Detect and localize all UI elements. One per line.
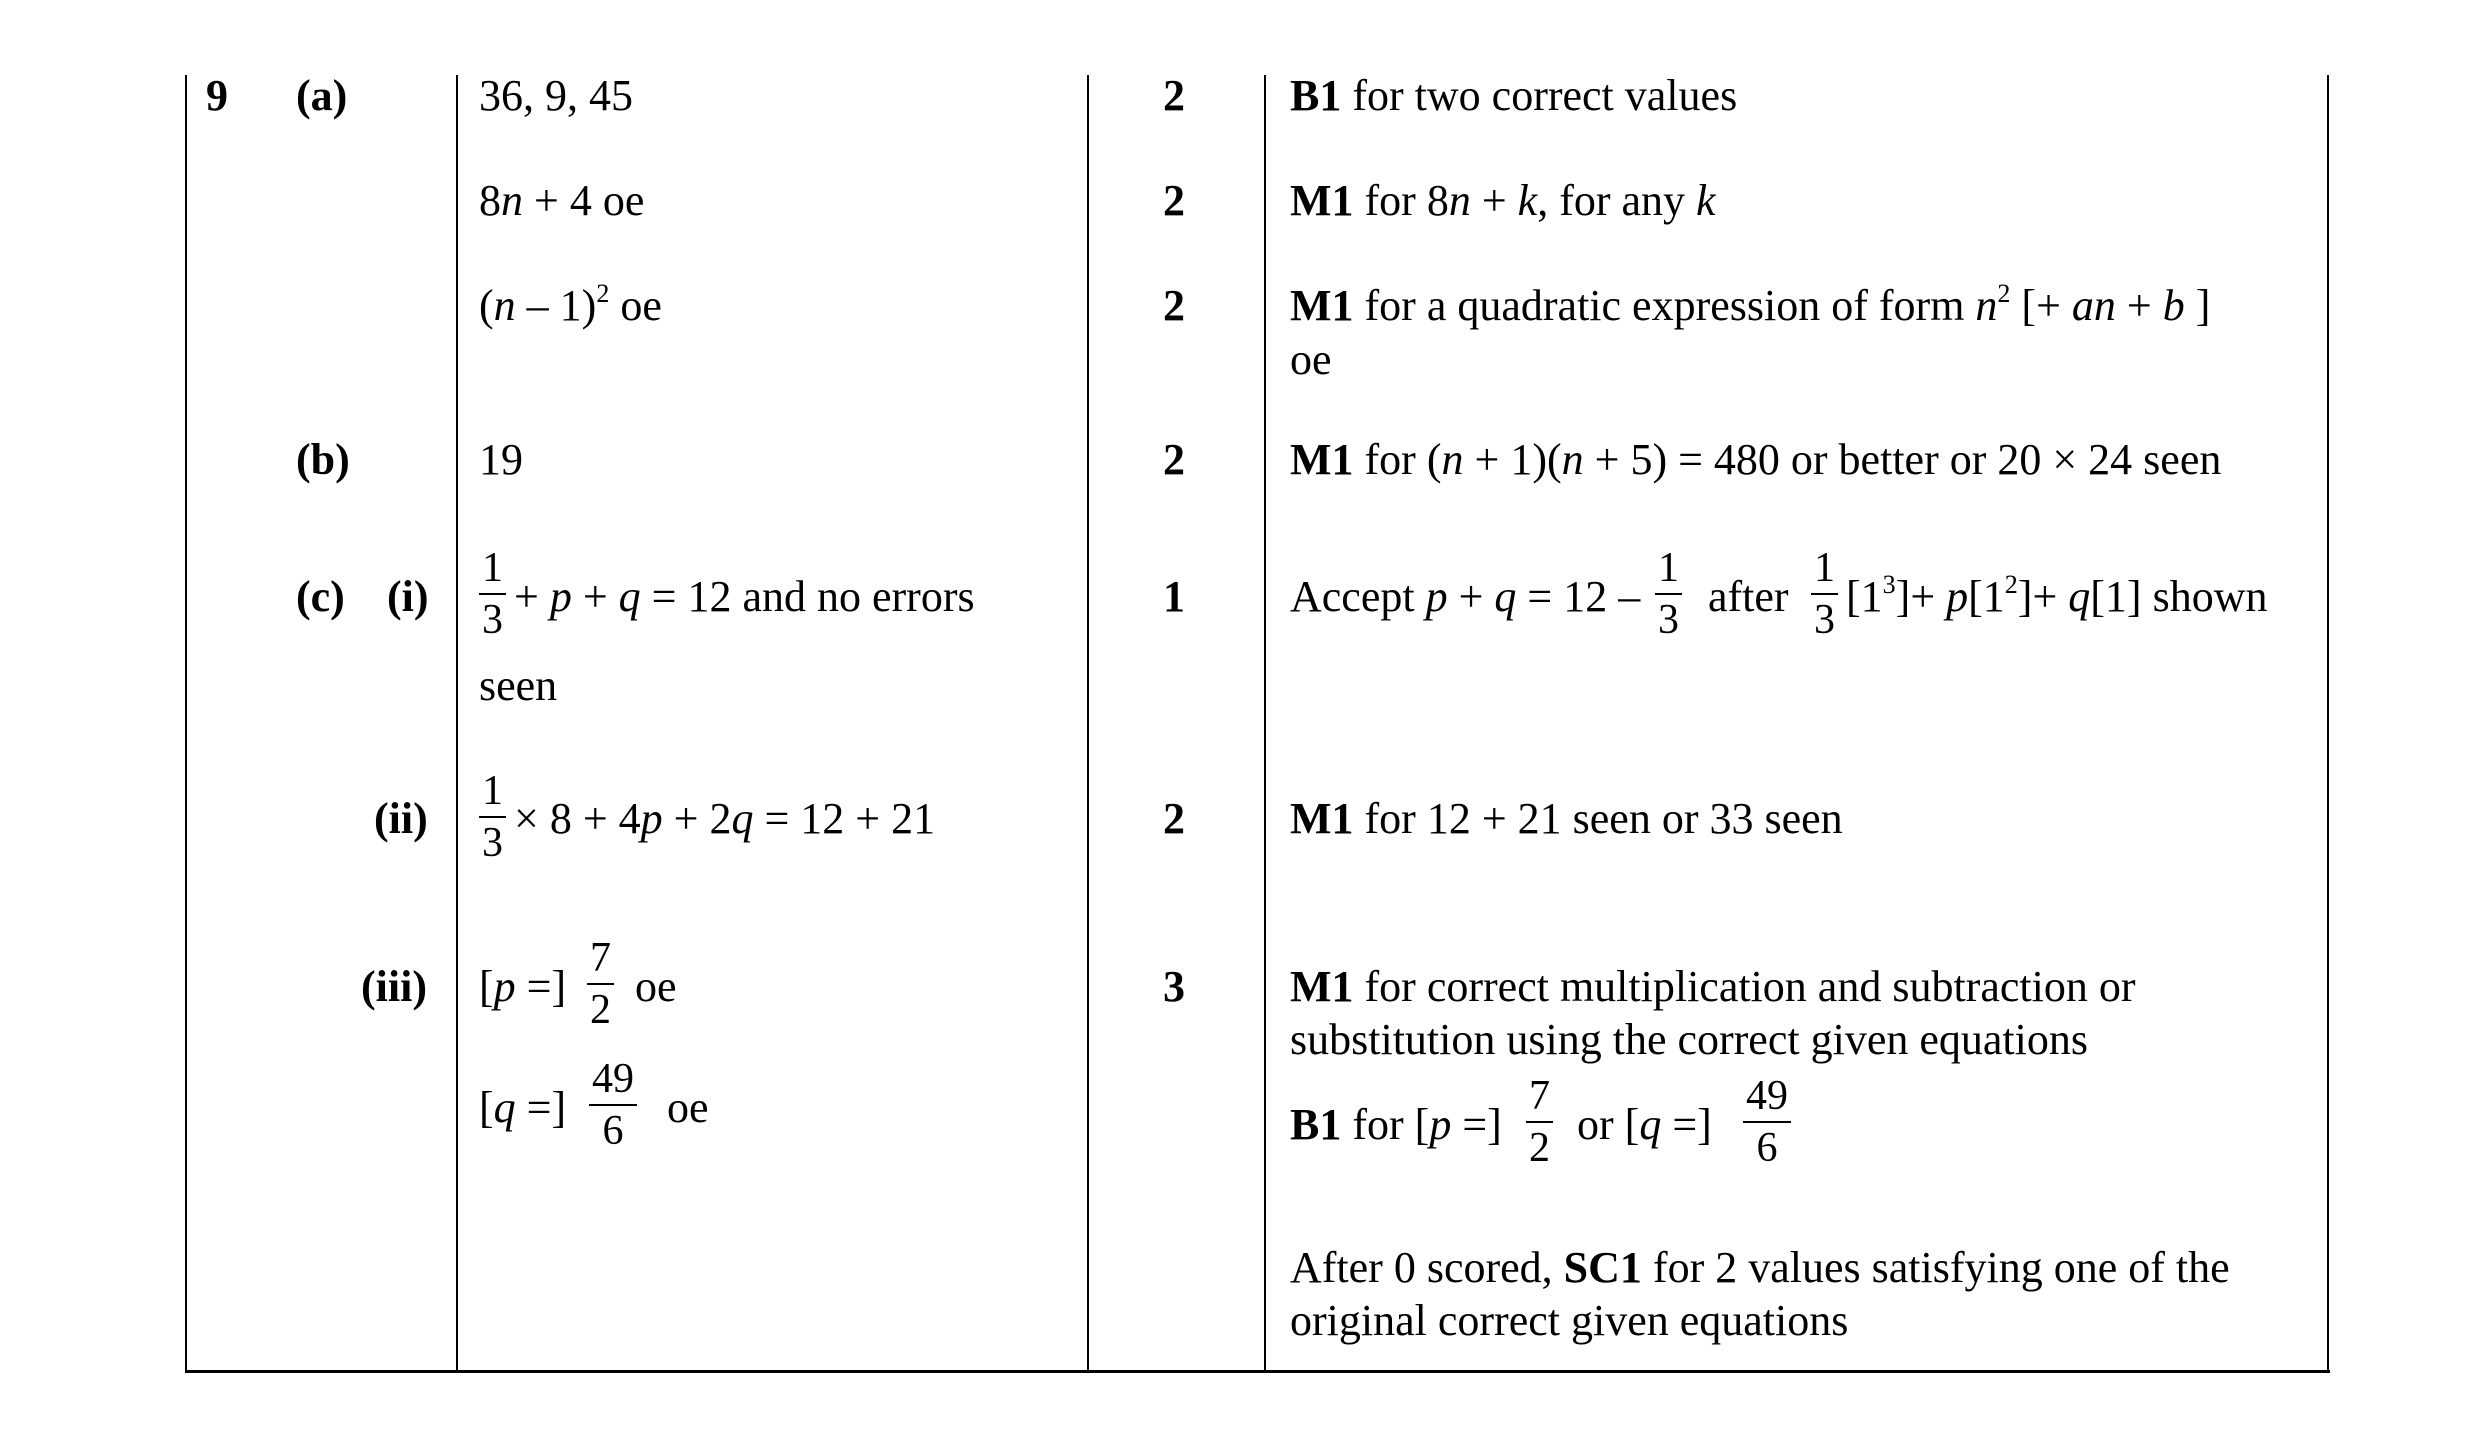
note-c-iii-sc1-line2: original correct given equations (1290, 1296, 1849, 1345)
answer-a-row2: 8n + 4 oe (479, 176, 645, 225)
answer-a-row3: (n – 1)$^2$ oe (479, 279, 662, 330)
marks-a-row1: 2 (1163, 71, 1185, 120)
answer-c-iii-p-label: [p =] (479, 962, 567, 1011)
part-label-b: (b) (296, 435, 350, 484)
mark-code: SC1 (1563, 1243, 1642, 1292)
question-number: 9 (206, 71, 228, 120)
mark-code: B1 (1290, 71, 1342, 120)
fraction-p-value: $\frac{7}{2}$ (1526, 1076, 1553, 1168)
note-c-i-accept: Accept p + q = 12 – (1290, 572, 1641, 621)
mark-code: B1 (1290, 1100, 1342, 1149)
note-c-iii-b1-or: or [q =] (1577, 1100, 1712, 1149)
note-c-i-after: after (1708, 572, 1789, 621)
marks-b: 2 (1163, 435, 1185, 484)
fraction-one-third: $\frac{1}{3}$ (479, 548, 506, 640)
fraction-p-value: $\frac{7}{2}$ (587, 938, 614, 1030)
marks-a-row2: 2 (1163, 176, 1185, 225)
fraction-q-value: $\frac{49}{6}$ (1743, 1076, 1791, 1168)
answer-c-iii-q-label: [q =] (479, 1083, 567, 1132)
note-a-row3-line2: oe (1290, 335, 1332, 384)
note-a-row1: B1 for two correct values (1290, 71, 1738, 120)
answer-a-row1: 36, 9, 45 (479, 71, 633, 120)
mark-code: M1 (1290, 176, 1354, 225)
part-label-a: (a) (296, 71, 348, 120)
answer-b: 19 (479, 435, 523, 484)
mark-code: M1 (1290, 962, 1354, 1011)
table-border-bottom (186, 1370, 2330, 1373)
table-border-right (2327, 75, 2329, 1373)
note-c-iii-sc1-line1: After 0 scored, SC1 for 2 values satisfying one of the (1290, 1243, 2230, 1292)
answer-c-iii-p-oe: oe (635, 962, 677, 1011)
part-label-c-iii: (iii) (361, 962, 427, 1011)
part-label-c-i: (i) (387, 572, 429, 621)
table-border-left (185, 75, 187, 1373)
part-label-c-ii: (ii) (374, 794, 428, 843)
marks-c-ii: 2 (1163, 794, 1185, 843)
column-divider-notes (1264, 75, 1266, 1373)
fraction-q-value: $\frac{49}{6}$ (589, 1059, 637, 1151)
mark-code: M1 (1290, 435, 1354, 484)
answer-c-iii-q-oe: oe (667, 1083, 709, 1132)
fraction-one-third: $\frac{1}{3}$ (479, 771, 506, 863)
note-a-row3-line1: M1 for a quadratic expression of form $n^2$ [+ an + b ] (1290, 279, 2211, 330)
part-label-c: (c) (296, 572, 345, 621)
note-c-iii-m1-line1: M1 for correct multiplication and subtraction or (1290, 962, 2136, 1011)
note-a-row2: M1 for 8n + k, for any k (1290, 176, 1716, 225)
column-divider-answer (456, 75, 458, 1373)
marks-a-row3: 2 (1163, 281, 1185, 330)
note-c-ii: M1 for 12 + 21 seen or 33 seen (1290, 794, 1843, 843)
note-c-iii-b1: B1 for [p =] (1290, 1100, 1502, 1149)
answer-c-ii: × 8 + 4p + 2q = 12 + 21 (514, 794, 936, 843)
marks-c-iii: 3 (1163, 962, 1185, 1011)
mark-code: M1 (1290, 281, 1354, 330)
column-divider-marks (1087, 75, 1089, 1373)
answer-c-i-line1: + p + q = 12 and no errors (514, 572, 975, 621)
fraction-one-third: $\frac{1}{3}$ (1811, 548, 1838, 640)
marks-c-i: 1 (1163, 572, 1185, 621)
answer-c-i-line2: seen (479, 661, 558, 710)
note-c-i-expression: $[1^3]+ p[1^2]+ q[1]$ shown (1846, 570, 2268, 621)
note-b: M1 for (n + 1)(n + 5) = 480 or better or 20 × 24 seen (1290, 435, 2222, 484)
mark-code: M1 (1290, 794, 1354, 843)
fraction-one-third: $\frac{1}{3}$ (1655, 548, 1682, 640)
note-c-iii-m1-line2: substitution using the correct given equations (1290, 1015, 2088, 1064)
